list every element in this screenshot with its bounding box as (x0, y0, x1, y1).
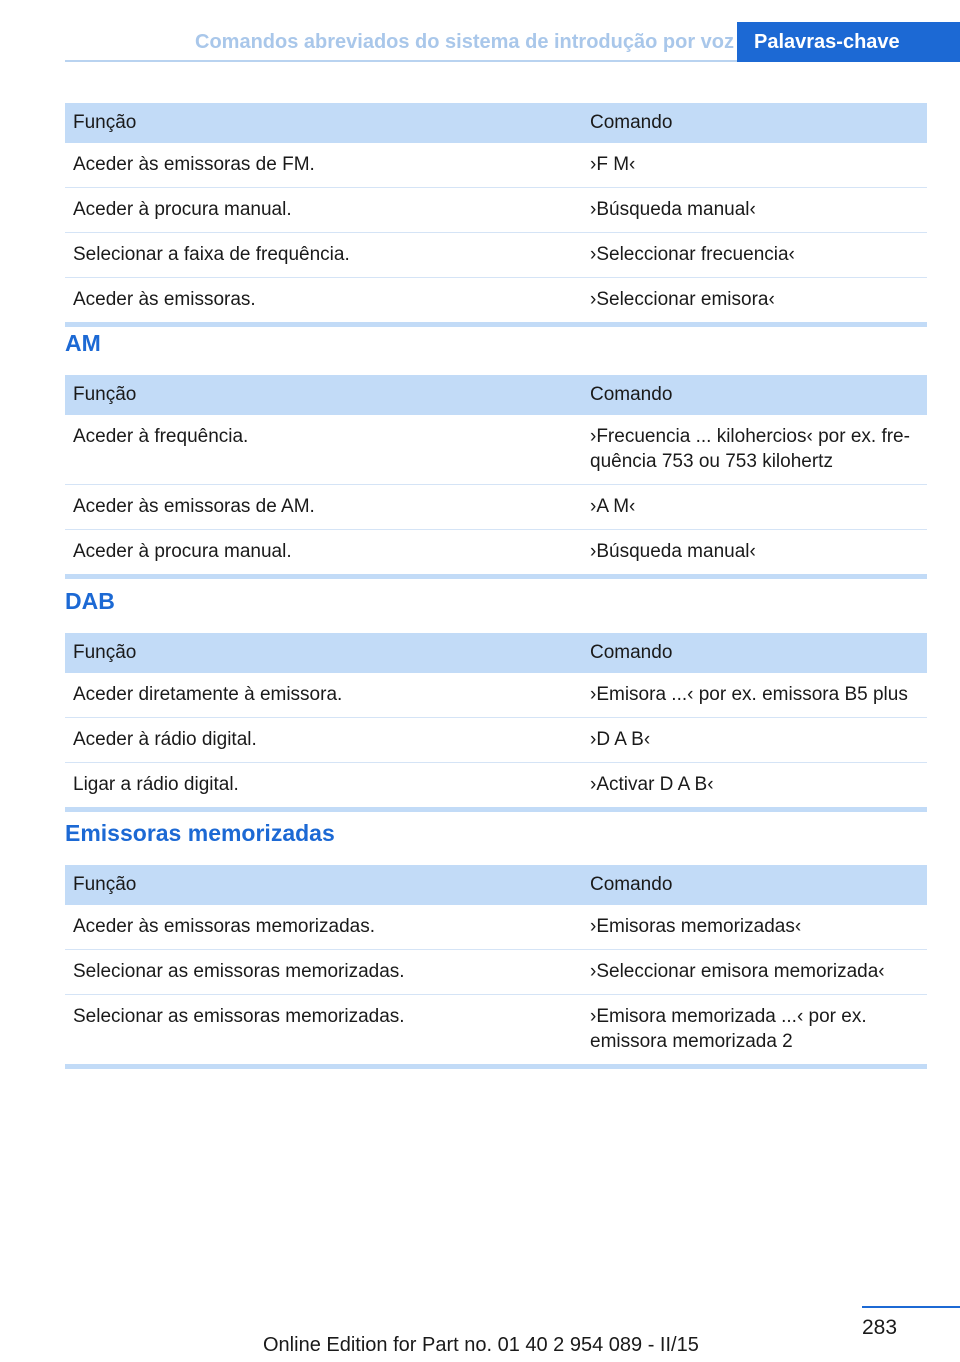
function-cell: Aceder diretamente à emissora. (65, 673, 582, 718)
column-header-function: Função (65, 633, 582, 673)
column-header-function: Função (65, 865, 582, 905)
section-heading-stored-stations: Emissoras memorizadas (65, 820, 335, 846)
table-row (65, 763, 927, 810)
column-header-command: Comando (582, 375, 927, 415)
footer-edition: Online Edition for Part no. 01 40 2 954 089 - II/15 (263, 1334, 699, 1356)
table-header-row (65, 375, 927, 415)
am-commands-table (65, 375, 927, 579)
command-cell: ›F M‹ (582, 143, 927, 188)
page-rule (862, 1306, 960, 1308)
command-cell: ›Frecuencia ... kilohercios‹ por ex. fre-quência 753 ou 753 kilohertz (582, 415, 927, 485)
table-header-row (65, 633, 927, 673)
column-header-command: Comando (582, 103, 927, 143)
function-cell: Aceder às emissoras de FM. (65, 143, 582, 188)
table-row (65, 673, 927, 718)
section-heading-dab: DAB (65, 588, 115, 614)
table-row (65, 950, 927, 995)
table-row (65, 143, 927, 188)
page-number: 283 (862, 1316, 898, 1339)
table-header-row (65, 103, 927, 143)
fm-commands-table (65, 103, 927, 327)
command-cell: ›D A B‹ (582, 718, 927, 763)
table-row (65, 995, 927, 1067)
command-cell: ›Activar D A B‹ (582, 763, 927, 810)
command-cell: ›Seleccionar frecuencia‹ (582, 233, 927, 278)
header-section-title: Comandos abreviados do sistema de introdução por voz (195, 31, 734, 53)
command-cell: ›Búsqueda manual‹ (582, 188, 927, 233)
function-cell: Ligar a rádio digital. (65, 763, 582, 810)
function-cell: Aceder à procura manual. (65, 530, 582, 577)
column-header-function: Função (65, 375, 582, 415)
function-cell: Aceder às emissoras memorizadas. (65, 905, 582, 950)
header-tab: Palavras-chave (737, 22, 960, 62)
table-row (65, 188, 927, 233)
table-row (65, 415, 927, 485)
function-cell: Selecionar a faixa de frequência. (65, 233, 582, 278)
column-header-command: Comando (582, 633, 927, 673)
stored-stations-commands-table (65, 865, 927, 1069)
function-cell: Selecionar as emissoras memorizadas. (65, 950, 582, 995)
function-cell: Aceder à frequência. (65, 415, 582, 485)
column-header-function: Função (65, 103, 582, 143)
command-cell: ›A M‹ (582, 485, 927, 530)
function-cell: Aceder às emissoras. (65, 278, 582, 325)
command-cell: ›Emisoras memorizadas‹ (582, 905, 927, 950)
table-row (65, 530, 927, 577)
column-header-command: Comando (582, 865, 927, 905)
table-row (65, 233, 927, 278)
table-row (65, 278, 927, 325)
function-cell: Selecionar as emissoras memorizadas. (65, 995, 582, 1067)
table-row (65, 485, 927, 530)
section-heading-am: AM (65, 330, 101, 356)
function-cell: Aceder à procura manual. (65, 188, 582, 233)
table-header-row (65, 865, 927, 905)
command-cell: ›Búsqueda manual‹ (582, 530, 927, 577)
command-cell: ›Seleccionar emisora‹ (582, 278, 927, 325)
dab-commands-table (65, 633, 927, 812)
command-cell: ›Emisora memorizada ...‹ por ex. emissora memorizada 2 (582, 995, 927, 1067)
command-cell: ›Emisora ...‹ por ex. emissora B5 plus (582, 673, 927, 718)
table-row (65, 718, 927, 763)
header-rule (65, 60, 737, 62)
function-cell: Aceder à rádio digital. (65, 718, 582, 763)
command-cell: ›Seleccionar emisora memorizada‹ (582, 950, 927, 995)
function-cell: Aceder às emissoras de AM. (65, 485, 582, 530)
table-row (65, 905, 927, 950)
